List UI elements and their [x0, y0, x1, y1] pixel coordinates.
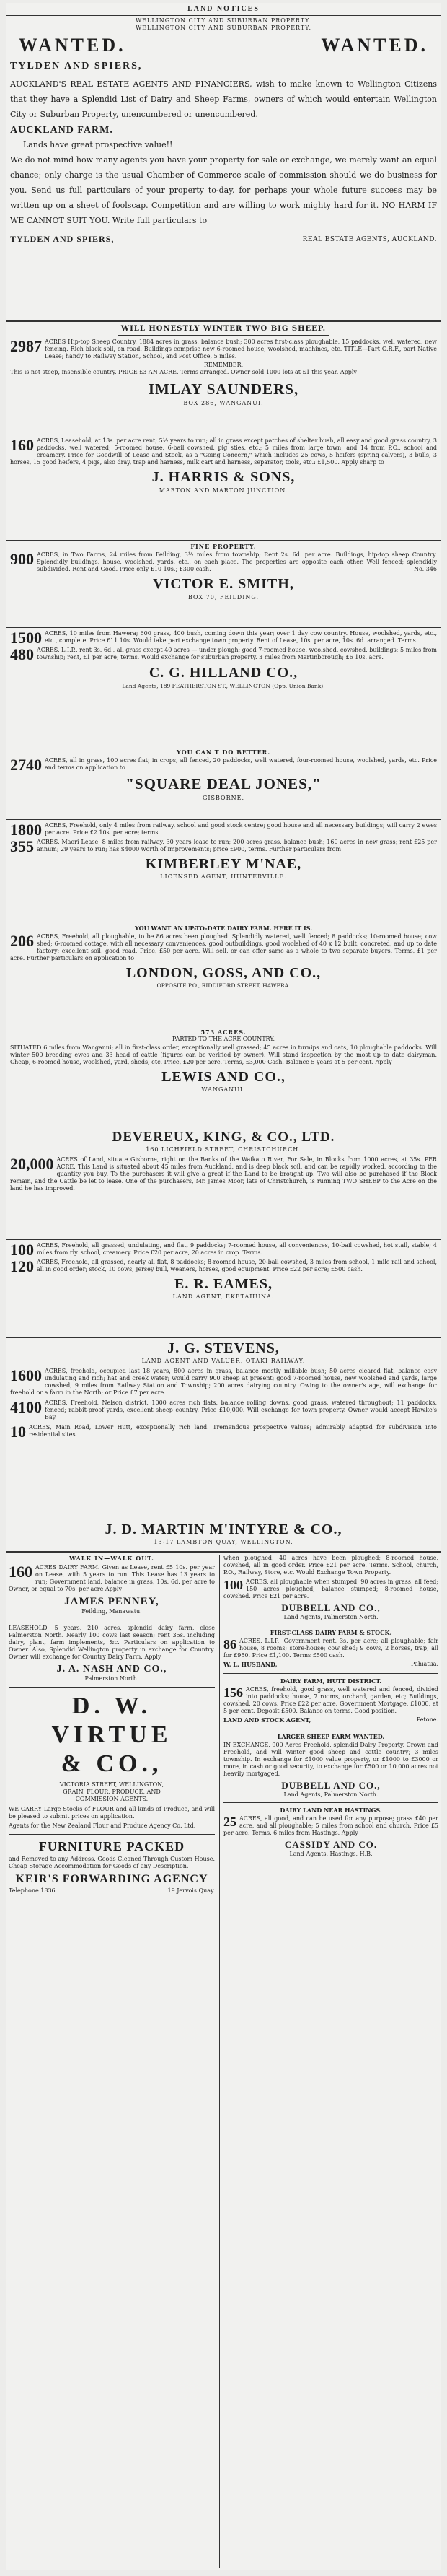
ad-body: 1600 ACRES, freehold, occupied last 18 years, 800 acres in grass, balance mostly millable bush; 50 acres cleared flat, balance easy undulating and rich; hat and creek water; would carry 900 sheep at present; good 7-roomed house, new woolshed and yards, large cowshed, 9 miles from Railway Station and Township; 200 acres dairying country. Owing to the owner's age, will exchange for freehold or a farm in the North; or Price £7 per acre. [10, 1366, 437, 1396]
ad-body: 1800 ACRES, Freehold, only 4 miles from railway, school and good stock centre; good house and all necessary buildings; will carry 2 ewes per acre. Price £2 10s. per acre; terms. [10, 822, 437, 839]
ad-body: LEASEHOLD, 5 years, 210 acres, splendid dairy farm, close Palmerston North. Nearly 100 cows last season; rent 35s. including dairy, plant, farm implements, &c. Particulars on application to Owner. Also, Splendid Wellington property in exchange for Country. Owner will exchange for Country Dairy Farm. Apply [9, 1625, 215, 1660]
acreage-number: 900 [10, 550, 34, 568]
ad-body: 120 ACRES, Freehold, all grassed, nearly all flat, 8 paddocks; 8-roomed house, 20-bail cowshed, 3 miles from school, 1 mile rail and school, all in good order; stock, 10 cows, Jersey bull, weaners, horses, good equipment. Price £22 per acre; £500 cash. [10, 1257, 437, 1275]
agent-name: KEIR'S FORWARDING AGENCY [15, 1873, 208, 1885]
agent-address: BOX 70, FEILDING. [187, 594, 260, 601]
agent-address: OPPOSITE P.O., RIDDIFORD STREET, HAWERA. [156, 982, 291, 989]
signature-firm: TYLDEN AND SPIERS, [10, 234, 115, 244]
right-column [224, 1555, 438, 2568]
agent-address: Land Agents, 189 FEATHERSTON ST., WELLINGTON (Opp. Union Bank). [122, 683, 325, 689]
ad-body: and Removed to any Address. Goods Cleaned Through Custom House. Cheap Storage Accommodation for Goods of any Description. [9, 1856, 215, 1869]
ad-body: 4100 ACRES, Freehold, Nelson district, 1000 acres rich flats, balance rolling downs, good grass, watered throughout; 11 paddocks, fenced; rabbit-proof yards, excellent sheep country. Price £10,000. Will exchange for town property. Owner would accept Hawke's Bay. [10, 1398, 437, 1420]
divider [6, 15, 441, 16]
agent-address: Pahiatua. [411, 1661, 438, 1667]
agent-name: J. D. MARTIN M'INTYRE & CO., [105, 1521, 342, 1537]
london-goss-ad [6, 925, 441, 1024]
acreage-number: 156 [224, 1685, 243, 1700]
ad-title: DAIRY LAND NEAR HASTINGS. [280, 1807, 382, 1814]
signature-line [10, 234, 437, 248]
acreage-number: 480 [10, 645, 34, 663]
ad-body: 160 ACRES DAIRY FARM. Given as Lease, rent £5 10s. per year on Lease, with 5 years to run. This Lease has 13 years to run; Government land, balance in grass, 10s. 6d. per acre to Owner, or equal to 70s. per acre Apply [9, 1563, 215, 1592]
ad-subtitle: PARTED TO THE ACRE COUNTRY. [172, 1036, 275, 1042]
ad-body: 100 ACRES, Freehold, all grassed, undulating, and flat, 9 paddocks; 7-roomed house, all conveniences, 10-bail cowshed, hot stall, stable; 4 miles from rly. school, creamery. Price £20 per acre, 20 acres in crop. Terms. [10, 1242, 437, 1259]
divider [6, 1337, 441, 1338]
acreage-number: 10 [10, 1423, 26, 1441]
agent-address: LICENSED AGENT, HUNTERVILLE. [160, 873, 287, 880]
ad-title: WALK IN—WALK OUT. [69, 1555, 154, 1562]
ad-note: This is not steep, insensible country. PRICE £3 AN ACRE. Terms arranged. Owner sold 1000 lots at £1 this year. Apply [10, 369, 357, 375]
firm-name: TYLDEN AND SPIERS, [10, 61, 143, 71]
two-column-section [6, 1555, 441, 2568]
divider [6, 627, 441, 628]
ad-title: LARGER SHEEP FARM WANTED. [277, 1733, 385, 1740]
agent-name: JAMES PENNEY, [64, 1596, 159, 1607]
column-divider [219, 1555, 220, 2568]
farm-line: Lands have great prospective value!! [23, 140, 173, 149]
agent-name: IMLAY SAUNDERS, [148, 380, 299, 398]
ad-body: 86 ACRES, L.I.P., Government rent, 3s. per acre; all ploughable; fair house, 8 rooms; store-house; cow shed; 9 cows, 2 horses, trap; all for £950. Price £1,100. Terms £500 cash. [224, 1637, 438, 1659]
agent-address: Feilding, Manawatu. [81, 1608, 142, 1615]
devereux-king-ad [6, 1130, 441, 1238]
agent-name: CASSIDY AND CO. [284, 1839, 378, 1850]
acreage-number: 20,000 [10, 1155, 54, 1173]
ad-body: WE CARRY Large Stocks of FLOUR and all kinds of Produce, and will be pleased to submit prices on application. [9, 1806, 215, 1820]
agent-address: WANGANUI. [201, 1086, 246, 1093]
acreage-number: 1600 [10, 1366, 42, 1384]
acreage-number: 86 [224, 1637, 236, 1651]
ad-body: AUCKLAND'S REAL ESTATE AGENTS AND FINANCIERS, wish to make known to Wellington Citizens that they have a Splendid List of Dairy and Sheep Farms, owners of which would entertain Wellington City or Suburban Property, unencumbered or unencumbered. [10, 79, 437, 119]
agent-address: Land Agents, Palmerston North. [283, 1614, 379, 1620]
farm-label: AUCKLAND FARM. [10, 125, 113, 136]
keir-address: 19 Jervois Quay. [167, 1887, 215, 1894]
hilland-ad [6, 630, 441, 744]
agent-name: VICTOR E. SMITH, [153, 576, 294, 592]
agent-address: Petone. [416, 1716, 438, 1723]
agent-name: W. L. HUSBAND, [224, 1661, 278, 1668]
agent-name: DUBBELL AND CO., [281, 1602, 381, 1613]
divider [224, 1802, 438, 1803]
wanted-heading-right: WANTED. [321, 35, 428, 56]
acreage-number: 100 [10, 1242, 34, 1259]
ad-body: 2740 ACRES, all in grass, 100 acres flat; in crops, all fenced, 20 paddocks, well watered, four-roomed house, woolshed, yards, etc. Price and terms on application to [10, 756, 437, 774]
ad-title: DAIRY FARM, HUTT DISTRICT. [280, 1677, 382, 1685]
square-deal-jones-ad [6, 748, 441, 818]
agent-name: LAND AND STOCK AGENT, [224, 1716, 311, 1724]
tylden-spiers-ad [6, 17, 441, 319]
stevens-ad [6, 1340, 441, 1521]
agent-name: DEVEREUX, KING, & CO., LTD. [112, 1130, 335, 1145]
agent-address: 160 LICHFIELD STREET, CHRISTCHURCH. [146, 1146, 301, 1153]
agent-address: LAND AGENT, EKETAHUNA. [172, 1293, 275, 1300]
section-header [6, 4, 441, 14]
divider [9, 1834, 215, 1835]
ad-subheading: WELLINGTON CITY AND SUBURBAN PROPERTY. [135, 17, 312, 24]
agent-name: KIMBERLEY M'NAE, [145, 856, 302, 872]
imlay-saunders-ad [6, 325, 441, 433]
ad-body: 206 ACRES, Freehold, all ploughable, to be 86 acres been ploughed. Splendidly watered, well fenced; 8 paddocks; 10-roomed house; cow shed; 6-roomed cottage, with all necessary conveniences, good outbuildings, good woolshed of 40 x 12 built, concreted, and up to date factory; excellent soil, good road, Price, £50 per acre. Will sell, or can offer same as a whole to two separate buyers. Terms, £1 per acre. Further particulars on application to [10, 932, 437, 961]
virtue-trade: GRAIN, FLOUR, PRODUCE, AND [63, 1789, 161, 1795]
newspaper-page [6, 3, 441, 2570]
page-title: LAND NOTICES [187, 5, 260, 13]
victor-smith-ad [6, 543, 441, 626]
acreage-number: 160 [10, 437, 34, 454]
ad-body: 900 ACRES, in Two Farms, 24 miles from Feilding, 3½ miles from township; Rent 2s. 6d. per acre. Buildings, hip-top sheep Country. Splendidly buildings, house, woolshed, yards, etc., on each place. The properties are opposite each other. Well fenced; splendidly subdivided. Rent and Good. Price only £10 10s.; £300 cash. No. 346 [10, 550, 437, 572]
agent-address: Land Agents, Hastings, H.B. [289, 1851, 373, 1857]
ad-remember: REMEMBER, [203, 362, 244, 368]
keir-contact [9, 1887, 215, 1896]
furniture-title: FURNITURE PACKED [38, 1839, 185, 1854]
acreage-number: 206 [10, 932, 34, 950]
ad-body: We do not mind how many agents you have your property for sale or exchange, we merely want an equal chance; only charge is the usual Chamber of Commerce scale of commission should we do business for you. Send us full particulars of your property to-day, for perhaps your whole future success may be written up on a sheet of foolscap. Competition and are willing to work mighty hard for it. NO HARM IF WE CANNOT SUIT YOU. Write full particulars to [10, 155, 437, 225]
lewis-co-ad [6, 1029, 441, 1125]
ad-body: Agents for the New Zealand Flour and Produce Agency Co. Ltd. [9, 1822, 196, 1829]
agent-address: Palmerston North. [84, 1675, 139, 1682]
signature-address: REAL ESTATE AGENTS, AUCKLAND. [302, 236, 437, 243]
acreage-number: 160 [9, 1563, 32, 1581]
agent-name: J. G. STEVENS, [167, 1340, 280, 1356]
eames-ad [6, 1242, 441, 1336]
ad-body: 25 ACRES, all good, and can be used for any purpose; grass £40 per acre, and all ploughable; 5 miles from school and church. Price £5 per acre. Terms. 6 miles from Hastings. Apply [224, 1815, 438, 1836]
agent-name: LEWIS AND CO., [161, 1069, 286, 1085]
agent-name: E. R. EAMES, [174, 1276, 273, 1292]
ad-body: 10 ACRES, Main Road, Lower Hutt, exceptionally rich land. Tremendous prospective values; admirably adapted for subdivision into residential sites. [10, 1423, 437, 1441]
acreage-number: 1500 [10, 630, 42, 647]
virtue-trade: COMMISSION AGENTS. [75, 1796, 149, 1802]
left-column [9, 1555, 215, 2568]
acreage-number: 100 [224, 1578, 243, 1592]
acreage-number: 1800 [10, 822, 42, 839]
ad-body: IN EXCHANGE, 900 Acres Freehold, splendid Dairy Property, Crown and Freehold, and will winter good sheep and cattle country; 3 miles township. In exchange for £1000 value property, or £1000 to £3000 or more, in cash or good security, to exchange for £500 or 10,000 acres not heavily mortgaged. [224, 1742, 438, 1777]
ad-reference: No. 346 [413, 566, 437, 572]
dairy-signature [224, 1716, 438, 1725]
keir-phone: Telephone 1836. [9, 1887, 58, 1894]
divider [6, 320, 441, 322]
acreage-number: 2740 [10, 756, 42, 774]
ad-body: 2987 ACRES Hip-top Sheep Country, 1884 acres in grass, balance bush; 300 acres first-class ploughable, 15 paddocks, well watered, new fencing. Rich black soil, on road. Buildings comprise new 6-roomed house, woolshed, machines, etc. TITLE—Part O.R.F., part Native Lease; handy to Railway Station, School, and Post Office, 5 miles. [10, 337, 437, 359]
divider [224, 1673, 438, 1674]
agent-address: 13-17 LAMBTON QUAY, WELLINGTON. [154, 1539, 293, 1545]
ad-body: 1500 ACRES, 10 miles from Hawera; 600 grass, 400 bush, coming down this year; over 1 day cow country. House, woolshed, yards, etc., etc., complete. Price £11 10s. Would take part exchange town property. Rent of Lease, 10s. per acre, 10s. 6d. arranged. Terms. [10, 630, 437, 647]
agent-name: "SQUARE DEAL JONES," [125, 775, 322, 793]
virtue-company: & CO., [61, 1750, 163, 1777]
agent-address: LAND AGENT AND VALUER, OTAKI RAILWAY. [141, 1358, 306, 1364]
ad-body: 100 ACRES, all ploughable when stumped, 90 acres in grass, all feed; 150 acres ploughed, balance stumped; 8-roomed house, cowshed. Price £21 per acre. [224, 1578, 438, 1599]
divider [6, 819, 441, 820]
divider [118, 335, 329, 336]
agent-address: Land Agents, Palmerston North. [283, 1791, 379, 1798]
acreage-number: 25 [224, 1815, 236, 1829]
divider [6, 540, 441, 541]
agent-address: BOX 286, WANGANUI. [183, 400, 264, 406]
ad-title: WILL HONESTLY WINTER TWO BIG SHEEP. [120, 325, 327, 333]
ad-body: SITUATED 6 miles from Wanganui; all in first-class order, exceptionally well grassed; 45 acres in turnips and oats, 10 ploughable paddocks. Will winter 500 breeding ewes and 33 head of cattle (figures can be verified by owner). Will stand inspection by the most up to date dairyman. Cheap, 6-roomed house, woolshed, yard, sheds, etc. Price, £20 per acre. Terms, £3,000 Cash. Balance 5 years at 5 per cent. Apply [10, 1044, 437, 1065]
acreage-number: 2987 [10, 337, 42, 355]
agent-name: LONDON, GOSS, AND CO., [125, 965, 322, 981]
ad-title: YOU CAN'T DO BETTER. [176, 748, 271, 756]
ad-title: FIRST-CLASS DAIRY FARM & STOCK. [270, 1629, 392, 1636]
agent-address: MARTON AND MARTON JUNCTION. [159, 487, 288, 494]
ad-body: 160 ACRES, Leasehold, at 13s. per acre rent; 5½ years to run; all in grass except patches of shelter bush, all easy and good grass country, 3 paddocks, well watered; 5-roomed house, 6-bail cowshed, pig sties, etc.; 5 miles from large town, and 14 from P.O., school and creamery. Price for Goodwill of Lease and Stock, as a "Going Concern," which includes 25 cows, 5 heifers (spring calvers), 3 bulls, 3 horses, 15 good heifers, 4 pigs, also dray, trap and harness, milk cart and harness, separator, tools, etc.: £1,500. Apply sharp to [10, 437, 437, 466]
ad-title: FINE PROPERTY. [190, 543, 257, 550]
acreage-number: 120 [10, 1257, 34, 1275]
virtue-street: VICTORIA STREET, WELLINGTON, [59, 1781, 164, 1788]
divider [9, 1687, 215, 1688]
virtue-name: D. W. VIRTUE [51, 1693, 172, 1748]
ad-body: 20,000 ACRES of Land, situate Gisborne, right on the Banks of the Waikato River, For Sale, in Blocks from 1000 acres, at 35s. PER ACRE. This Land is situated about 45 miles from Auckland, and is deep black soil, and can be rapidly worked, according to the quantity you buy. To the purchasers it will give a great if the Land to be brought up. Two will also be purchased if the Block remain, and the Cattle be let to lease. One of the purchasers, Mr. James Moor, late of Christchurch, is running TWO SHEEP to the Acre on the land he has improved. [10, 1155, 437, 1192]
divider [6, 1239, 441, 1240]
acreage-number: 4100 [10, 1398, 42, 1416]
ad-body: 156 ACRES, freehold, good grass, well watered and fenced, divided into paddocks; house, 7 rooms, orchard, garden, etc; Buildings, cowshed, 20 cows. Price £22 per acre. Government Mortgage, £1000, at 5 per cent. Deposit £500. Balance on terms. Good position. [224, 1685, 438, 1714]
ad-subheading: WELLINGTON CITY AND SUBURBAN PROPERTY. [135, 25, 312, 31]
ad-title: YOU WANT AN UP-TO-DATE DAIRY FARM. HERE IT IS. [134, 925, 313, 932]
harris-sons-ad [6, 437, 441, 538]
kimberley-mnae-ad [6, 822, 441, 920]
ad-title: 573 ACRES. [200, 1029, 247, 1036]
wanted-heading-left: WANTED. [19, 35, 126, 56]
wanted-headline [10, 35, 437, 58]
agent-address: GISBORNE. [202, 795, 245, 801]
divider [6, 1551, 441, 1553]
ad-body: 480 ACRES, L.I.P., rent 3s. 6d., all grass except 40 acres — under plough; good 7-roomed house, woolshed, cowshed, buildings; 5 miles from township; rent, £1 per acre; terms. Would exchange for suburban property. 3 miles from Martinborough; £6 10s. acre. [10, 645, 437, 663]
mcintyre-ad [6, 1521, 441, 1549]
ad-body: 355 ACRES, Maori Lease, 8 miles from railway, 30 years lease to run; 200 acres grass, balance bush; 160 acres in new grass; rent £25 per annum; 29 years to run; has $4000 worth of improvements; price £900, terms. Further particulars from [10, 837, 437, 855]
agent-name: J. HARRIS & SONS, [151, 469, 296, 485]
ad-body: when ploughed, 40 acres have been ploughed; 8-roomed house, cowshed, all in good order. Price £21 per acre. Terms. School, church, P.O., Railway, Store, etc. Would Exchange Town Property. [224, 1555, 438, 1576]
agent-name: DUBBELL AND CO., [281, 1780, 381, 1791]
agent-name: C. G. HILLAND CO., [149, 665, 298, 681]
acreage-number: 355 [10, 837, 34, 855]
husband-signature [224, 1661, 438, 1669]
agent-name: J. A. NASH AND CO., [56, 1664, 167, 1675]
